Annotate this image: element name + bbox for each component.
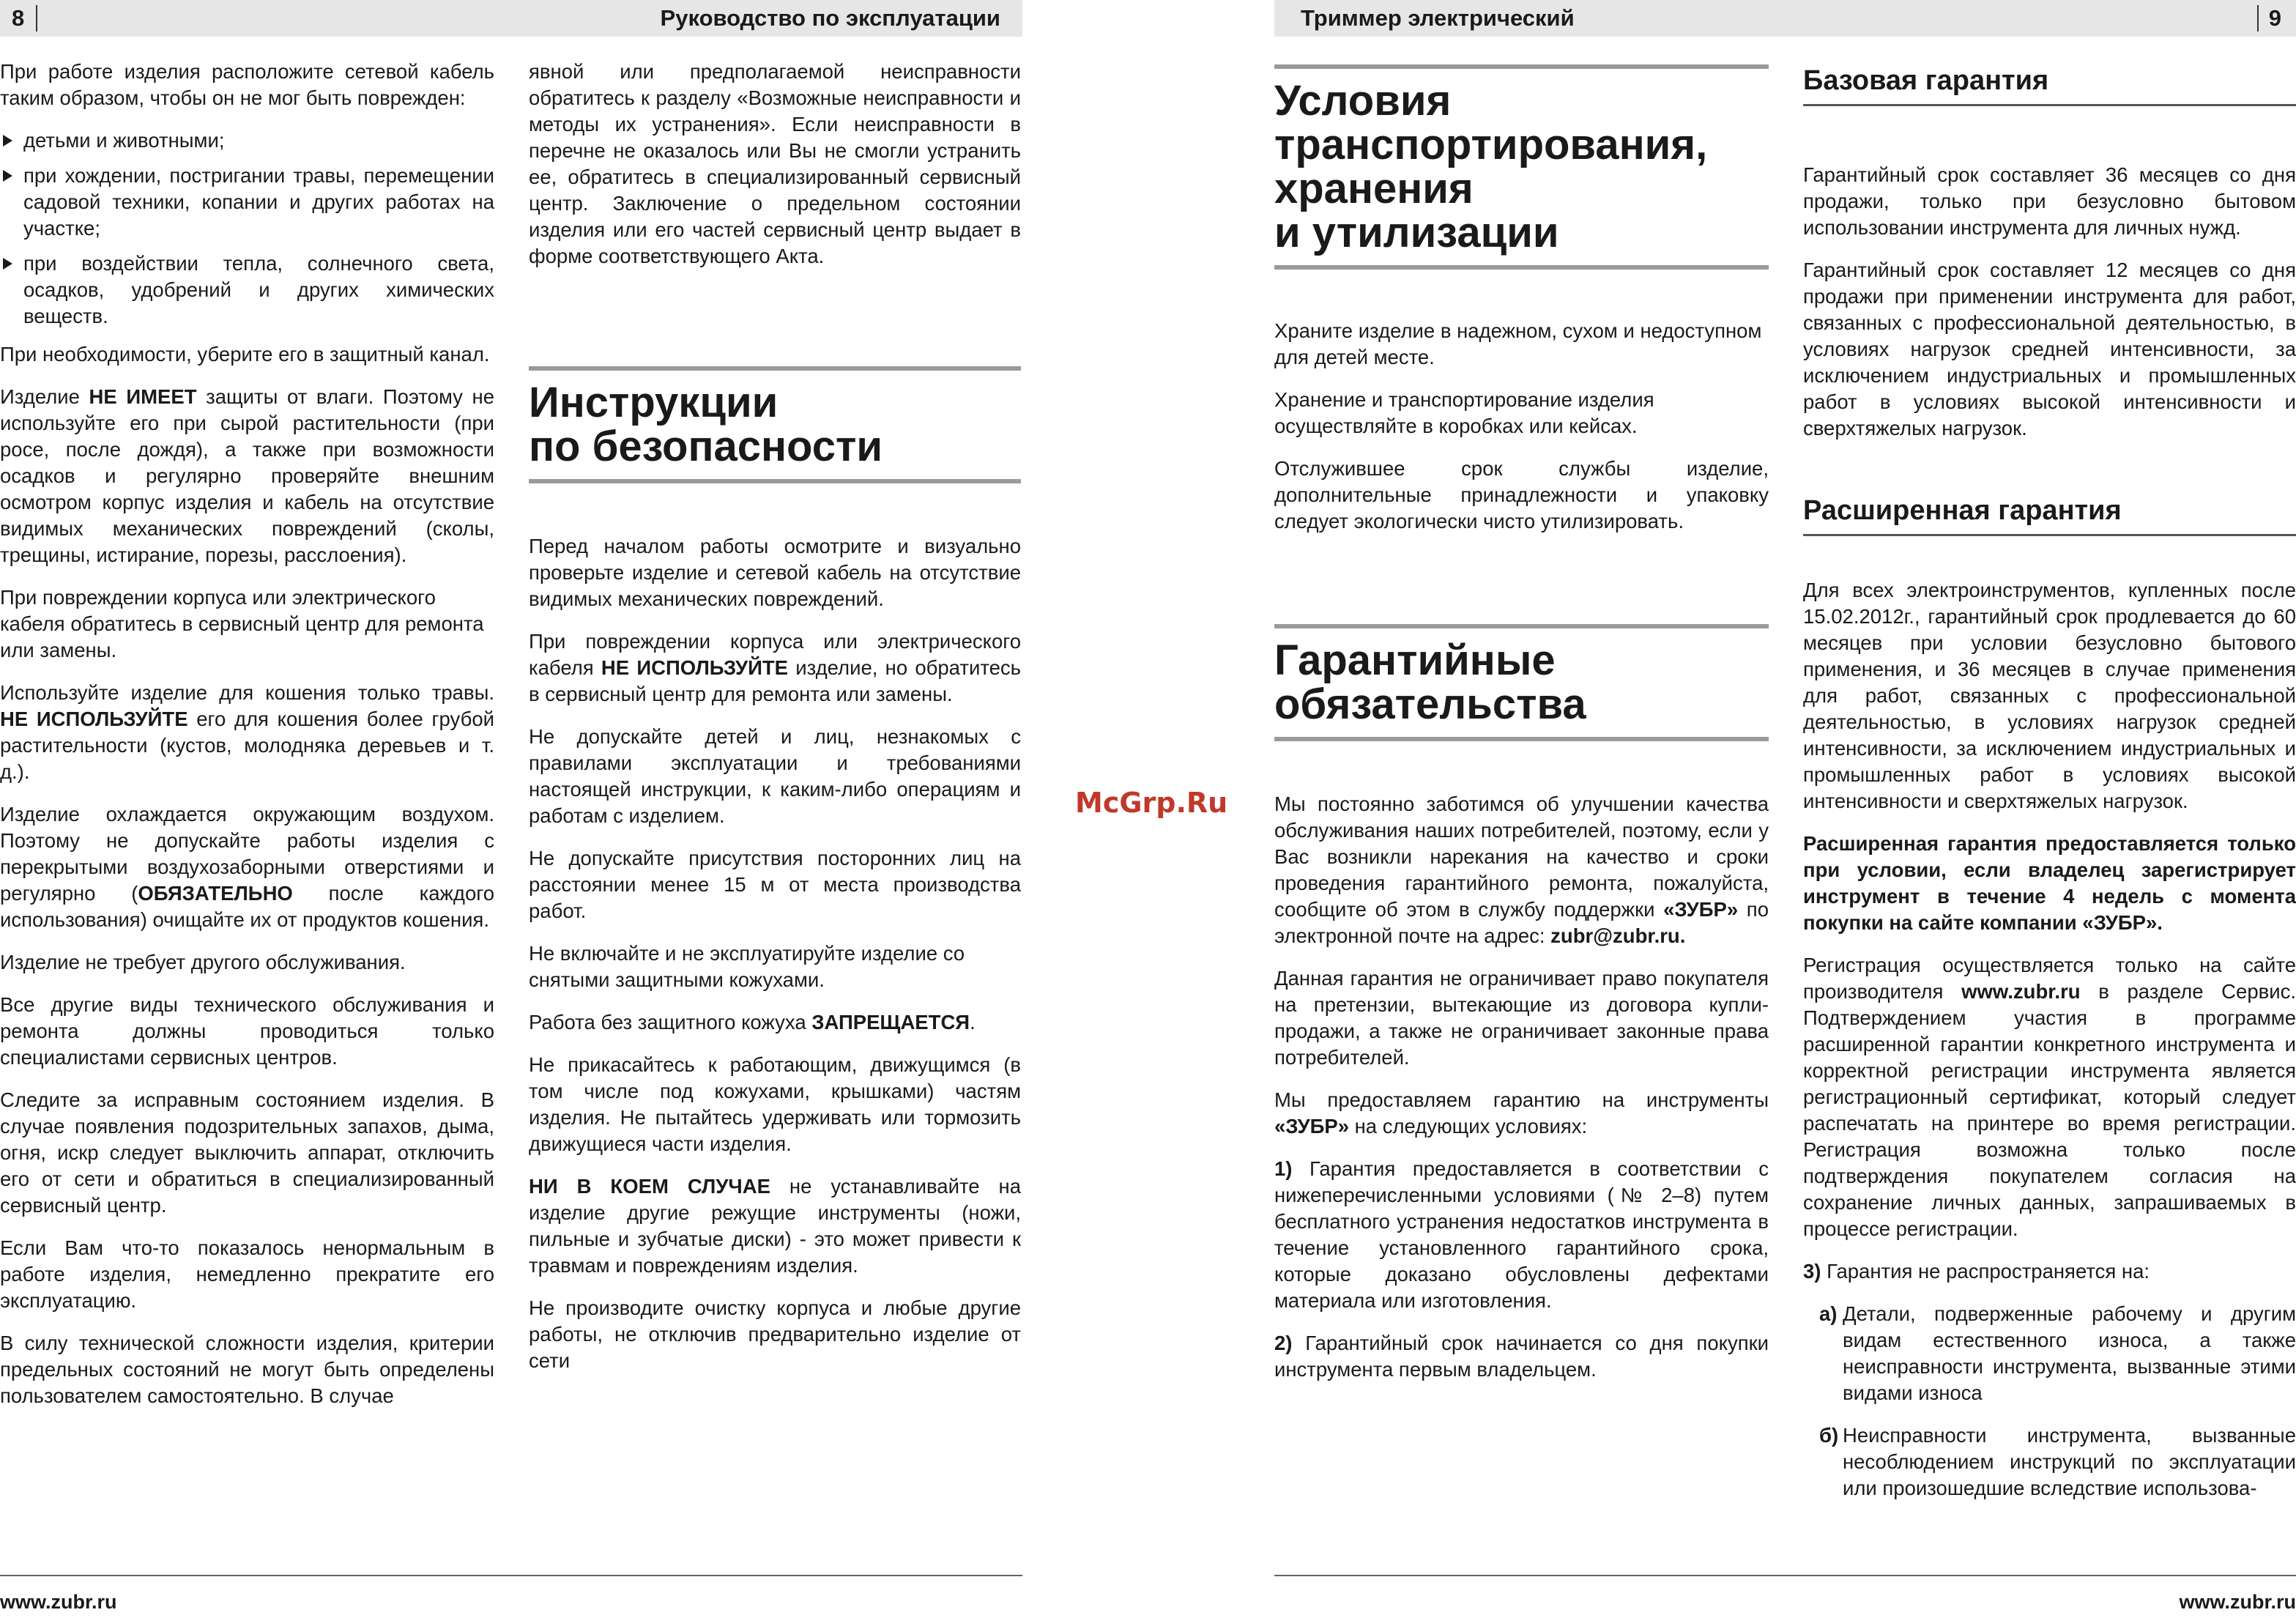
paragraph: Не допускайте присутствия посторонних лиц на расстоянии менее 15 м от места производства работ. [529,847,1021,922]
paragraph: Используйте изделие для кошения только травы. НЕ ИСПОЛЬЗУЙТЕ его для кошения более грубой растительности (кустов, молодняка деревьев и т. д.). [0,681,494,783]
section-heading-safety: Инструкции по безопасности [529,366,1021,483]
list-item: б) Неисправности инструмента, вызванные несоблюдением инструкций по эксплуатации или произошедшие вследствие использова- [1819,1424,2296,1499]
paragraph: Все другие виды технического обслуживания и ремонта должны проводиться только специалистами сервисных центров. [0,993,494,1069]
paragraph: Для всех электроинструментов, купленных после 15.02.2012г., гарантийный срок продлевается до 60 месяцев при условии безусловно бытового применения, и 36 месяцев в случае применения для работ, связанных с профессиональной деятельностью, в условиях нагрузок средней интенсивности, за исключением индустриальных и промышленных работ в условиях высокой интенсивности и сверхтяжелых нагрузок. [1803,579,2296,812]
paragraph: Перед началом работы осмотрите и визуально проверьте изделие и сетевой кабель на отсутствие видимых механических повреждений. [529,535,1021,610]
footer-url-right[interactable]: www.zubr.ru [2179,1591,2296,1613]
column-3 [1274,64,1769,1399]
paragraph: Следите за исправным состоянием изделия. В случае появления подозрительных запахов, дыма, огня, искр следует выключить аппарат, отключить его от сети и обратиться в специализированный сервисный центр. [0,1088,494,1217]
paragraph: Изделие охлаждается окружающим воздухом. Поэтому не допускайте работы изделия с перекрытыми воздухозаборными отверстиями и регулярно (ОБЯЗАТЕЛЬНО после каждого использования) очищайте их от продуктов кошения. [0,803,494,931]
paragraph: Регистрация осуществляется только на сайте производителя www.zubr.ru в разделе Сервис. Подтверждением участия в программе расширенной гарантии конкретного инструмента и корректной регистрации инструмента является регистрационный сертификат, который следует распечатать на принтере во время регистрации. Регистрация возможна только после подтверждения покупателем согласия на сохранение личных данных, запрашиваемых в процессе регистрации. [1803,954,2296,1240]
page-number-left: 8 [12,5,25,31]
paragraph: 2) Гарантийный срок начинается со дня покупки инструмента первым владельцем. [1274,1332,1769,1381]
page-number-right: 9 [2268,5,2281,31]
list-item: при воздействии тепла, солнечного света, осадков, удобрений и других химических веществ. [0,251,494,330]
subheading-extended-warranty: Расширенная гарантия [1803,494,2296,536]
paragraph: Мы предоставляем гарантию на инструменты «ЗУБР» на следующих условиях: [1274,1088,1769,1138]
paragraph: 3) Гарантия не распространяется на: [1803,1260,2150,1283]
paragraph: Гарантийный срок составляет 12 месяцев со дня продажи при применении инструмента для работ, связанных с профессиональной деятельностью, в условиях нагрузок средней интенсивности, за исключением индустриальных и промышленных работ в условиях высокой интенсивности и сверхтяжелых нагрузок. [1803,259,2296,439]
paragraph: При работе изделия расположите сетевой кабель таким образом, чтобы он не мог быть поврежден: [0,60,494,109]
paragraph: При повреждении корпуса или электрического кабеля обратитесь в сервисный центр для ремонта или замены. [0,586,484,661]
footer-url-left[interactable]: www.zubr.ru [0,1591,117,1613]
paragraph: 1) Гарантия предоставляется в соответствии с нижеперечисленными условиями (№ 2–8) путем бесплатного устранения недостатков инструмента в течение установленного гарантийного срока, которые доказано обусловлены дефектами материала или изготовления. [1274,1157,1769,1312]
right-page-header [1274,0,2296,37]
header-separator [2257,5,2259,31]
section-heading-warranty: Гарантийные обязательства [1274,624,1769,741]
paragraph: Не включайте и не эксплуатируйте изделие со снятыми защитными кожухами. [529,942,965,991]
bullet-list [0,127,494,330]
paragraph: Изделие не требует другого обслуживания. [0,951,406,973]
column-1 [0,59,494,1425]
list-item: детьми и животными; [0,127,494,154]
list-item: а) Детали, подверженные рабочему и другим видам естественного износа, а также неисправности инструмента, вызванные этими видами износа [1819,1302,2296,1404]
paragraph: Не производите очистку корпуса и любые другие работы, не отключив предварительно изделие от сети [529,1296,1021,1372]
subheading-basic-warranty: Базовая гарантия [1803,64,2296,106]
column-2 [529,59,1021,1390]
paragraph: Мы постоянно заботимся об улучшении качества обслуживания наших потребителей, поэтому, если у Вас возникли нарекания на качество и сроки проведения гарантийного ремонта, пожалуйста, сообщите об этом в службу поддержки «ЗУБР» по электронной почте на адрес: zubr@zubr.ru. [1274,793,1769,947]
column-4 [1803,64,2296,1518]
paragraph: При необходимости, уберите его в защитный канал. [0,343,490,365]
paragraph: Не допускайте детей и лиц, незнакомых с правилами эксплуатации и требованиями настоящей инструкции, к каким-либо операциям и работам с изделием. [529,725,1021,827]
watermark: McGrp.Ru [1075,787,1228,819]
list-item: при хождении, постригании травы, перемещении садовой техники, копании и других работах на участке; [0,163,494,242]
footer-rule-right [1274,1575,2296,1576]
header-separator [36,5,37,31]
paragraph: При повреждении корпуса или электрического кабеля НЕ ИСПОЛЬЗУЙТЕ изделие, но обратитесь в сервисный центр для ремонта или замены. [529,630,1021,705]
paragraph: Хранение и транспортирование изделия осуществляйте в коробках или кейсах. [1274,388,1654,437]
paragraph: Гарантийный срок составляет 36 месяцев со дня продажи, только при безусловно бытовом использовании инструмента для личных нужд. [1803,163,2296,239]
paragraph: НИ В КОЕМ СЛУЧАЕ не устанавливайте на изделие другие режущие инструменты (ножи, пильные и зубчатые диски) - это может привести к травмам и повреждениям изделия. [529,1175,1021,1277]
email-link: zubr@zubr.ru. [1550,924,1686,947]
paragraph: Данная гарантия не ограничивает право покупателя на претензии, вытекающие из договора купли-продажи, а также не ограничивает законные права потребителей. [1274,967,1769,1069]
paragraph: явной или предполагаемой неисправности обратитесь к разделу «Возможные неисправности и методы их устранения». Если неисправности в перечне не оказалось или Вы не смогли устранить ее, обратитесь в специализированный сервисный центр. Заключение о предельном состоянии изделия или его частей сервисный центр выдает в форме соответствующего Акта. [529,60,1021,267]
paragraph: Работа без защитного кожуха ЗАПРЕЩАЕТСЯ. [529,1011,976,1033]
section-heading-storage: Условия транспортирования, хранения и утилизации [1274,64,1769,270]
left-page-title: Руководство по эксплуатации [660,5,1000,31]
paragraph: Изделие НЕ ИМЕЕТ защиты от влаги. Поэтому не используйте его при сырой растительности (при росе, после дождя), а также при возможности осадков и регулярно проверяйте внешним осмотром корпус изделия и кабель на отсутствие видимых механических повреждений (сколы, трещины, истирание, порезы, расслоения). [0,385,495,566]
paragraph: Отслужившее срок службы изделие, дополнительные принадлежности и упаковку следует экологически чисто утилизировать. [1274,457,1769,532]
paragraph: Храните изделие в надежном, сухом и недоступном для детей месте. [1274,319,1762,368]
paragraph: Расширенная гарантия предоставляется только при условии, если владелец зарегистрирует инструмент в течение 4 недель с момента покупки на сайте компании «ЗУБР». [1803,832,2296,934]
right-page-title: Триммер электрический [1301,5,1575,31]
left-page-header [0,0,1022,37]
exclusions-list [1803,1301,2296,1502]
footer-rule-left [0,1575,1022,1576]
paragraph: В силу технической сложности изделия, критерии предельных состояний не могут быть определены пользователем самостоятельно. В случае [0,1332,494,1407]
paragraph: Если Вам что-то показалось ненормальным в работе изделия, немедленно прекратите его эксплуатацию. [0,1236,494,1312]
paragraph: Не прикасайтесь к работающим, движущимся (в том числе под кожухами, крышками) частям изделия. Не пытайтесь удерживать или тормозить движущиеся части изделия. [529,1053,1021,1155]
